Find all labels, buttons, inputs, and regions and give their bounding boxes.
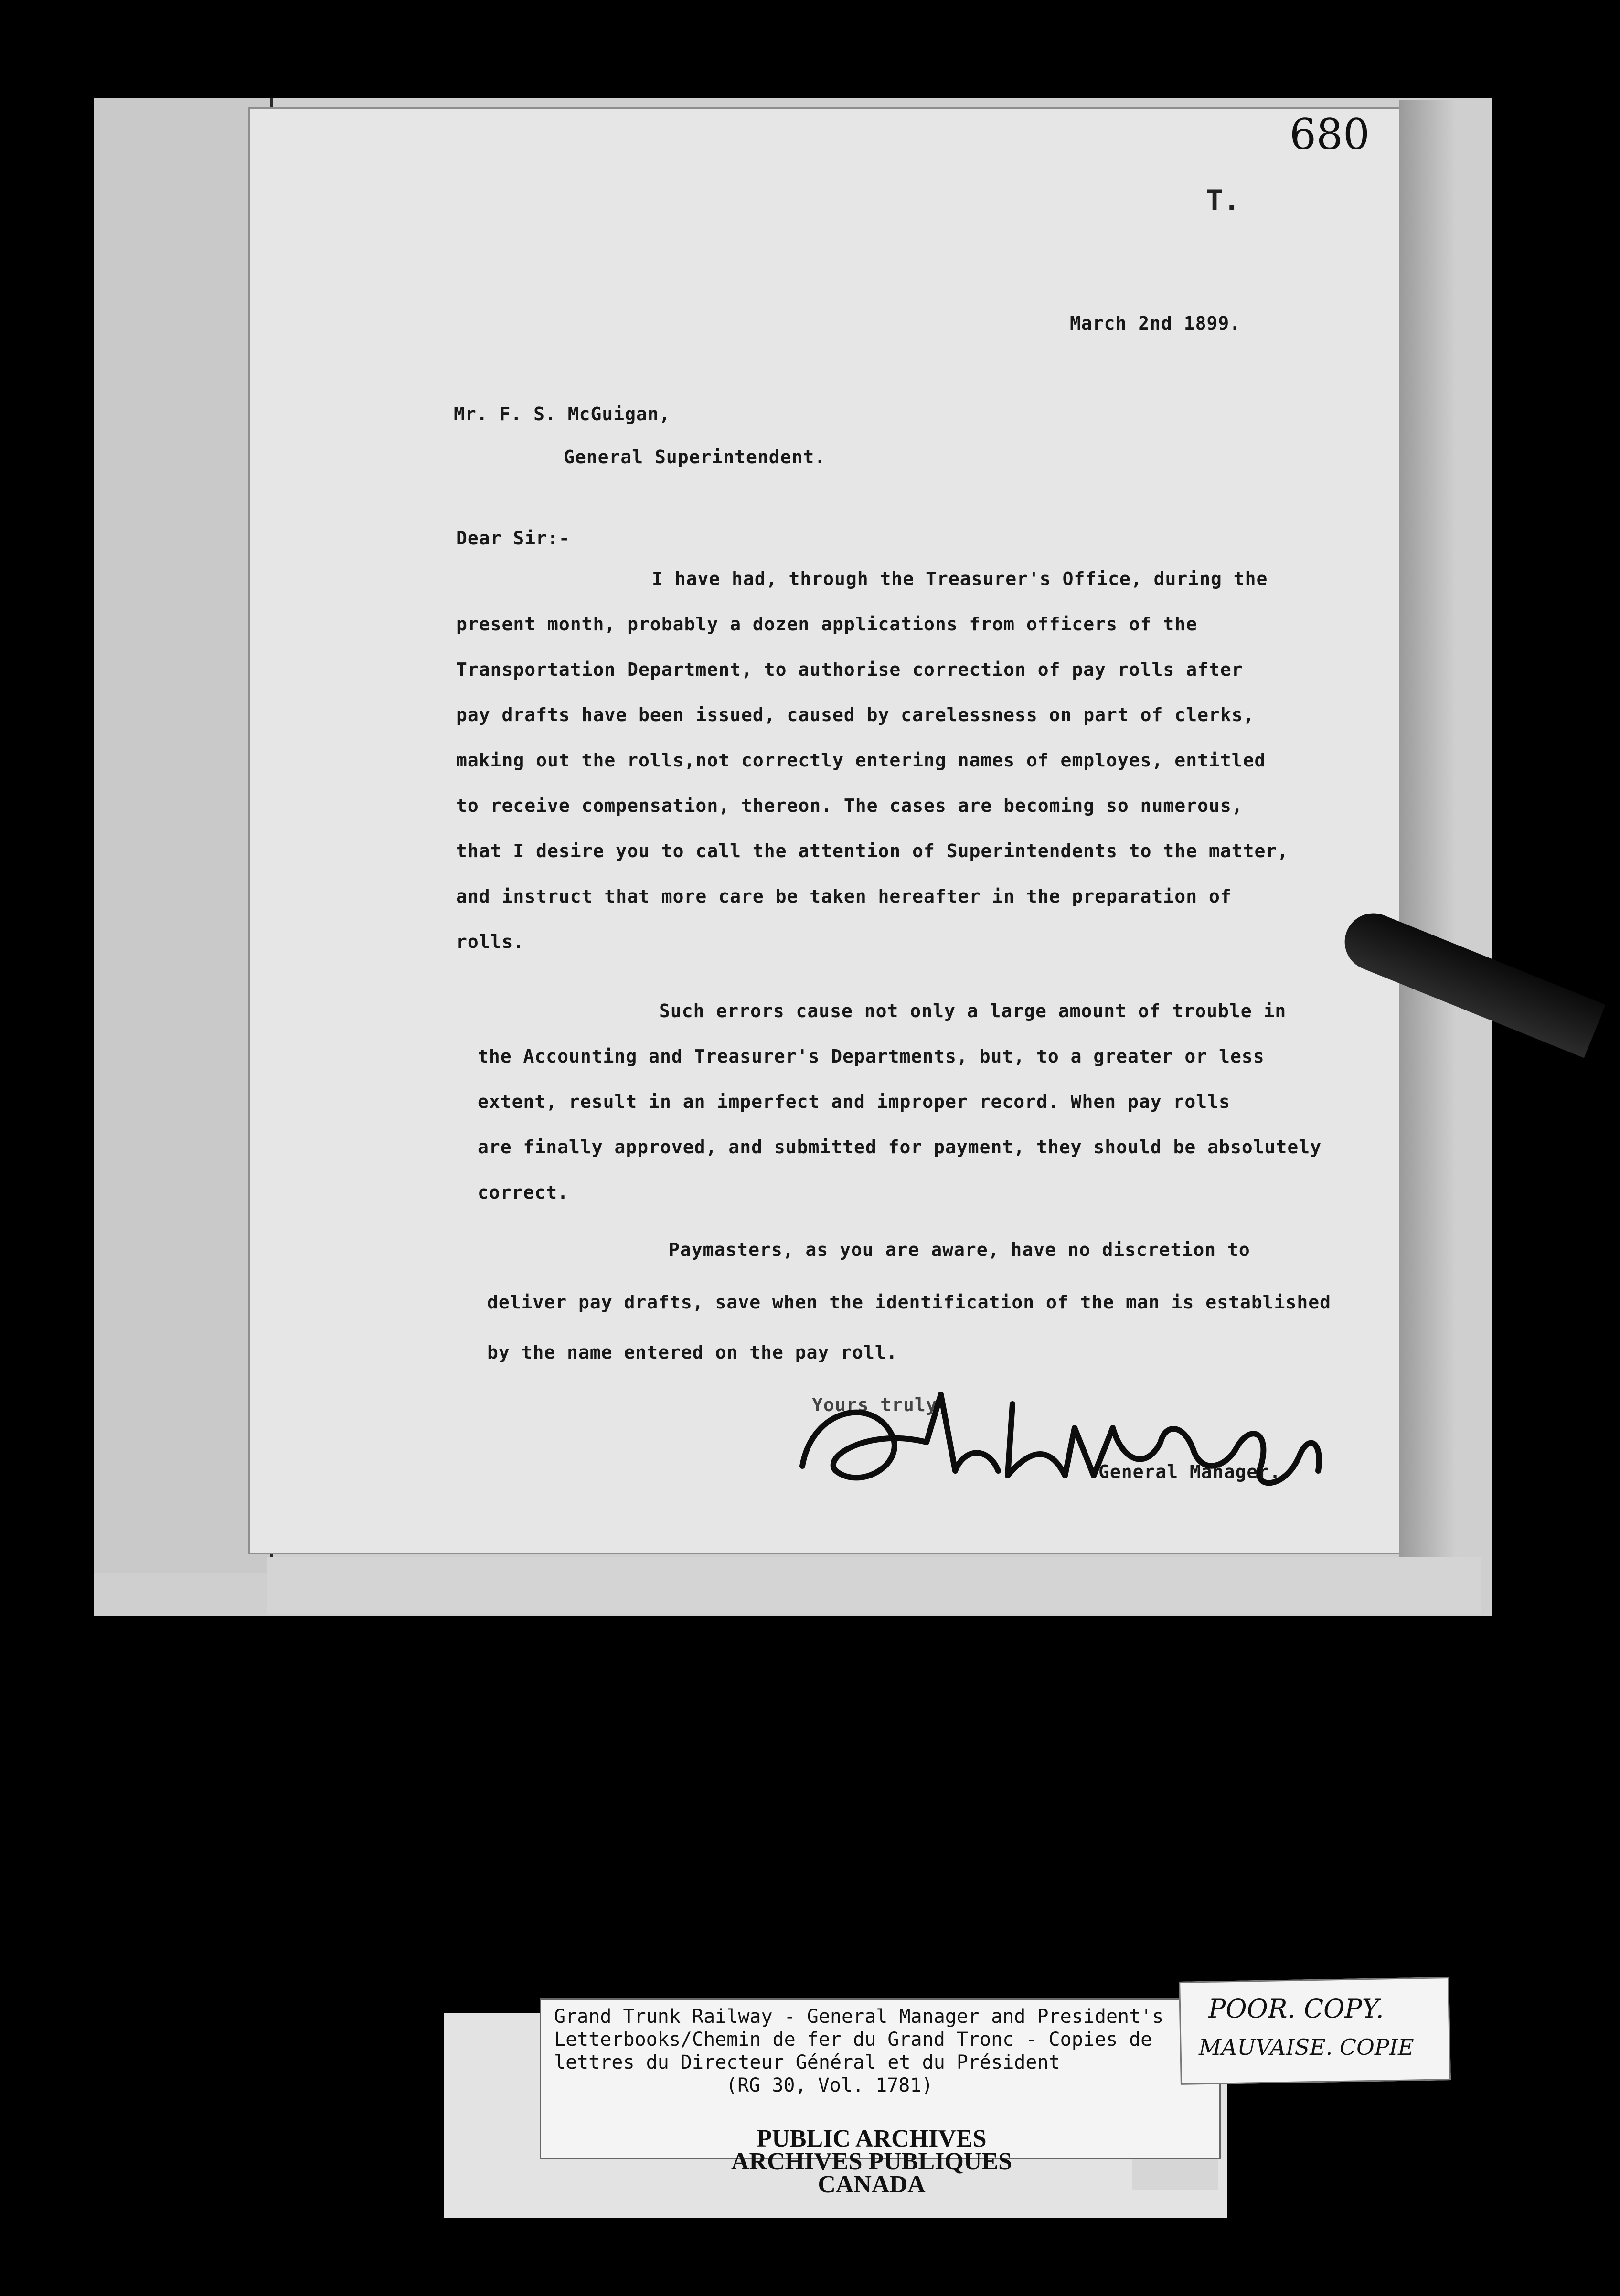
paragraph-2-line: Such errors cause not only a large amount of trouble in	[659, 1000, 1287, 1021]
signer-title: General Manager.	[1098, 1461, 1281, 1482]
paragraph-1-line: Transportation Department, to authorise correction of pay rolls after	[456, 659, 1243, 680]
archives-stamp-line: PUBLIC ARCHIVES	[757, 2125, 987, 2152]
quality-note-line: MAUVAISE. COPIE	[1199, 2034, 1414, 2060]
archives-stamp	[621, 2127, 1122, 2199]
page-number: 680	[1290, 110, 1370, 159]
corner-mark: T.	[1206, 184, 1241, 217]
archive-label-line: Letterbooks/Chemin de fer du Grand Tronc - Copies de	[554, 2029, 1152, 2051]
paragraph-2-line: correct.	[478, 1182, 569, 1203]
paragraph-1-line: that I desire you to call the attention of Superintendents to the matter,	[456, 840, 1289, 861]
paragraph-1-line: and instruct that more care be taken hereafter in the preparation of	[456, 886, 1232, 907]
recipient-name: Mr. F. S. McGuigan,	[454, 404, 671, 425]
paragraph-1-line: making out the rolls,not correctly entering names of employes, entitled	[456, 750, 1266, 771]
recipient-title: General Superintendent.	[564, 446, 826, 468]
paragraph-3-line: Paymasters, as you are aware, have no discretion to	[669, 1239, 1250, 1260]
salutation: Dear Sir:-	[456, 528, 570, 549]
paragraph-1-line: pay drafts have been issued, caused by carelessness on part of clerks,	[456, 704, 1255, 725]
quality-note-line: POOR. COPY.	[1208, 1994, 1384, 2024]
paragraph-3-line: by the name entered on the pay roll.	[487, 1342, 898, 1363]
binding-strip	[94, 98, 273, 1573]
archives-stamp-line: ARCHIVES PUBLIQUES	[731, 2148, 1012, 2175]
paragraph-1-line: to receive compensation, thereon. The cases are becoming so numerous,	[456, 795, 1243, 816]
paragraph-2-line: are finally approved, and submitted for payment, they should be absolutely	[478, 1137, 1322, 1158]
archive-label-line: (RG 30, Vol. 1781)	[726, 2074, 933, 2096]
paragraph-2-line: the Accounting and Treasurer's Departments, but, to a greater or less	[478, 1046, 1265, 1067]
page-bottom-fold	[267, 1557, 1481, 1614]
page-edge-shadow	[1399, 100, 1457, 1557]
paragraph-3-line: deliver pay drafts, save when the identification of the man is established	[487, 1292, 1331, 1313]
paragraph-1-line: present month, probably a dozen applications from officers of the	[456, 614, 1198, 635]
archives-stamp-line: CANADA	[818, 2171, 926, 2198]
paragraph-1-line: rolls.	[456, 931, 525, 952]
letter-page	[248, 107, 1423, 1554]
paragraph-2-line: extent, result in an imperfect and improper record. When pay rolls	[478, 1091, 1230, 1112]
closing: Yours truly,	[812, 1394, 949, 1415]
quality-note-card	[1179, 1977, 1451, 2085]
letter-date: March 2nd 1899.	[1070, 313, 1241, 334]
archive-label-line: lettres du Directeur Général et du Président	[554, 2052, 1060, 2073]
paragraph-1-line: I have had, through the Treasurer's Office, during the	[652, 568, 1268, 589]
archive-label-line: Grand Trunk Railway - General Manager and President's	[554, 2006, 1164, 2028]
